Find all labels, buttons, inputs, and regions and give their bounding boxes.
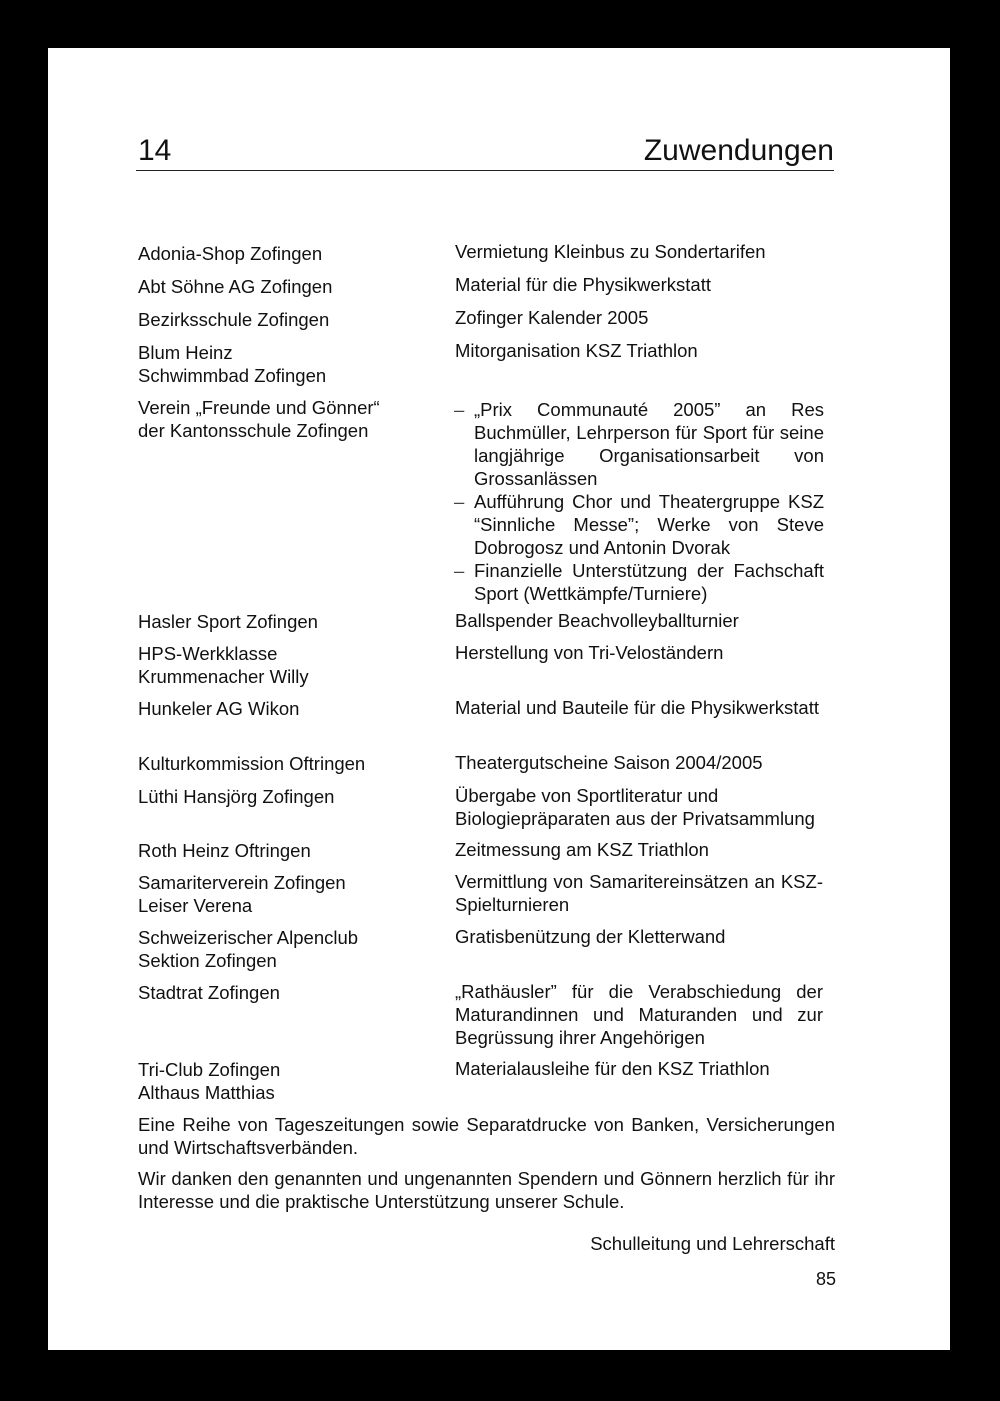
donor-name-line: HPS-Werkklasse bbox=[138, 643, 278, 664]
donor-name bbox=[138, 341, 428, 387]
donor-contribution: Zofinger Kalender 2005 bbox=[455, 307, 649, 328]
donor-contribution: Mitorganisation KSZ Triathlon bbox=[455, 340, 698, 361]
donor-name-line: Verein „Freunde und Gönner“ bbox=[138, 397, 380, 418]
donor-name bbox=[138, 1058, 428, 1104]
donor-name-line: Krummenacher Willy bbox=[138, 666, 309, 687]
thanks-paragraph: Wir danken den genannten und ungenannten Spendern und Gönnern herzlich für ihr Interesse und die praktische Unterstützung unserer Schule. bbox=[138, 1168, 835, 1212]
list-item-text: „Prix Communauté 2005” an Res Buchmüller, Lehrperson für Sport für seine langjährige Organisationsarbeit von Grossanlässen bbox=[474, 399, 824, 489]
closing-paragraph: Eine Reihe von Tageszeitungen sowie Separatdrucke von Banken, Versicherungen und Wirtschaftsverbänden. bbox=[138, 1114, 835, 1158]
donor-name-line: Blum Heinz bbox=[138, 342, 233, 363]
dash-icon: – bbox=[454, 491, 465, 512]
donor-name: Hunkeler AG Wikon bbox=[138, 698, 300, 719]
contribution-list bbox=[452, 398, 824, 605]
signature: Schulleitung und Lehrerschaft bbox=[590, 1233, 835, 1254]
donor-name-line: Schwimmbad Zofingen bbox=[138, 365, 327, 386]
donor-name: Abt Söhne AG Zofingen bbox=[138, 276, 333, 297]
donor-name bbox=[138, 871, 428, 917]
donor-name-line: Sektion Zofingen bbox=[138, 950, 277, 971]
dash-icon: – bbox=[454, 560, 465, 581]
donor-name: Lüthi Hansjörg Zofingen bbox=[138, 786, 335, 807]
list-item-text: Aufführung Chor und Theatergruppe KSZ “Sinnliche Messe”; Werke von Steve Dobrogosz und Antonin Dvorak bbox=[474, 491, 824, 558]
donor-name-line: Althaus Matthias bbox=[138, 1082, 275, 1103]
chapter-number: 14 bbox=[138, 134, 172, 167]
document-page bbox=[48, 48, 950, 1350]
donor-contribution: Materialausleihe für den KSZ Triathlon bbox=[455, 1058, 770, 1079]
chapter-header bbox=[136, 132, 834, 171]
list-item bbox=[452, 559, 824, 605]
donor-contribution: Zeitmessung am KSZ Triathlon bbox=[455, 839, 709, 860]
donor-name-line: Leiser Verena bbox=[138, 895, 253, 916]
chapter-title: Zuwendungen bbox=[643, 134, 834, 167]
donor-contribution: „Rathäusler” für die Verabschiedung der Maturandinnen und Maturanden und zur Begrüssung ihrer Angehörigen bbox=[455, 981, 823, 1048]
donor-name: Kulturkommission Oftringen bbox=[138, 753, 366, 774]
donor-contribution: Gratisbenützung der Kletterwand bbox=[455, 926, 726, 947]
donor-name-line: Samariterverein Zofingen bbox=[138, 872, 346, 893]
donor-name: Hasler Sport Zofingen bbox=[138, 611, 318, 632]
donor-name bbox=[138, 926, 428, 972]
donor-contribution: Vermietung Kleinbus zu Sondertarifen bbox=[455, 241, 766, 262]
donor-contribution: Ballspender Beachvolleyballturnier bbox=[455, 610, 739, 631]
page-number: 85 bbox=[815, 1269, 836, 1289]
donor-name-line: Schweizerischer Alpenclub bbox=[138, 927, 359, 948]
donor-name: Stadtrat Zofingen bbox=[138, 982, 280, 1003]
donor-contribution: Vermittlung von Samaritereinsätzen an KSZ-Spielturnieren bbox=[455, 871, 823, 915]
list-item bbox=[452, 490, 824, 559]
dash-icon: – bbox=[454, 399, 465, 420]
list-item bbox=[452, 398, 824, 490]
donor-name: Bezirksschule Zofingen bbox=[138, 309, 330, 330]
donor-name: Roth Heinz Oftringen bbox=[138, 840, 311, 861]
donor-name-line: Tri-Club Zofingen bbox=[138, 1059, 281, 1080]
donor-name bbox=[138, 642, 428, 688]
donor-name: Adonia-Shop Zofingen bbox=[138, 243, 323, 264]
donor-contribution: Herstellung von Tri-Veloständern bbox=[455, 642, 724, 663]
list-item-text: Finanzielle Unterstützung der Fachschaft Sport (Wettkämpfe/Turniere) bbox=[474, 560, 824, 604]
donor-contribution: Material für die Physikwerkstatt bbox=[455, 274, 712, 295]
donor-contribution: Übergabe von Sportliteratur und Biologiepräparaten aus der Privatsammlung bbox=[455, 785, 815, 829]
donor-contribution: Theatergutscheine Saison 2004/2005 bbox=[455, 752, 763, 773]
donor-name bbox=[138, 396, 428, 442]
donor-contribution: Material und Bauteile für die Physikwerkstatt bbox=[455, 697, 820, 718]
donor-name-line: der Kantonsschule Zofingen bbox=[138, 420, 369, 441]
